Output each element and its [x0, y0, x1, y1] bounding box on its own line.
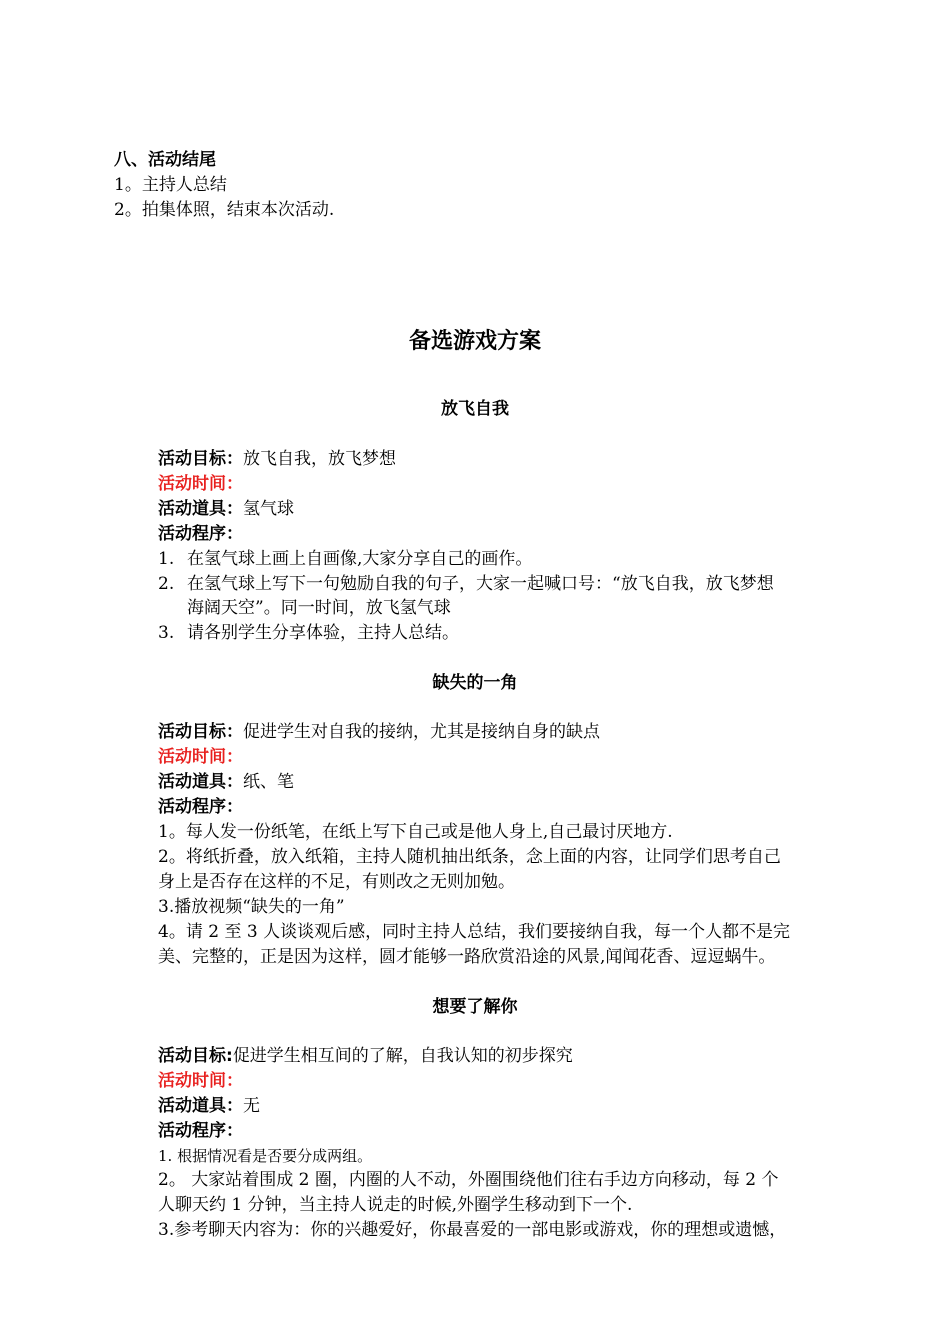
props-label: 活动道具： [158, 499, 243, 519]
step-number: 1. [158, 549, 175, 569]
step-text: 身上是否存在这样的不足，有则改之无则加勉。 [158, 872, 515, 892]
game-title: 想要了解你 [432, 997, 518, 1017]
step-text: 1。每人发一份纸笔，在纸上写下自己或是他人身上,自己最讨厌地方. [158, 822, 673, 842]
page-title: 备选游戏方案 [408, 329, 541, 354]
props-value: 氢气球 [243, 499, 294, 519]
step-text: 海阔天空”。同一时间，放飞氢气球 [187, 598, 451, 618]
step-text: 1. 根据情况看是否要分成两组。 [158, 1147, 373, 1165]
list-item: 2。拍集体照，结束本次活动. [114, 200, 335, 220]
game-title: 放飞自我 [441, 399, 509, 419]
goal-label: 活动目标： [158, 449, 243, 469]
game-title: 缺失的一角 [432, 673, 518, 693]
step-text: 在氢气球上写下一句勉励自我的句子，大家一起喊口号：“放飞自我，放飞梦想 [187, 574, 774, 594]
section-heading: 八、活动结尾 [114, 150, 216, 170]
goal-row [158, 720, 600, 744]
step-text: 在氢气球上画上自画像,大家分享自己的画作。 [187, 549, 533, 569]
props-row [158, 770, 294, 794]
time-label: 活动时间： [158, 747, 243, 767]
step-text: 3.参考聊天内容为：你的兴趣爱好，你最喜爱的一部电影或游戏，你的理想或遗憾， [158, 1220, 787, 1240]
goal-value: 放飞自我，放飞梦想 [243, 449, 396, 469]
steps-label: 活动程序： [158, 524, 243, 544]
time-label: 活动时间： [158, 1071, 243, 1091]
steps-label: 活动程序： [158, 797, 243, 817]
props-label: 活动道具： [158, 1096, 243, 1116]
goal-label: 活动目标: [158, 1046, 233, 1066]
step-text: 3.播放视频“缺失的一角” [158, 897, 345, 917]
step-text: 人聊天约 1 分钟，当主持人说走的时候,外圈学生移动到下一个. [158, 1195, 633, 1215]
step-text: 4。请 2 至 3 人谈谈观后感，同时主持人总结，我们要接纳自我，每一个人都不是完 [158, 922, 791, 942]
props-row [158, 497, 294, 521]
list-item: 1。主持人总结 [114, 175, 227, 195]
goal-value: 促进学生对自我的接纳，尤其是接纳自身的缺点 [243, 722, 600, 742]
time-label: 活动时间： [158, 474, 243, 494]
props-row [158, 1094, 260, 1118]
step-text: 美、完整的，正是因为这样，圆才能够一路欣赏沿途的风景,闻闻花香、逗逗蜗牛。 [158, 947, 776, 967]
step-number: 3. [158, 623, 175, 643]
step-text: 请各别学生分享体验，主持人总结。 [187, 623, 459, 643]
steps-label: 活动程序： [158, 1121, 243, 1141]
goal-row [158, 1044, 573, 1068]
goal-label: 活动目标： [158, 722, 243, 742]
goal-row [158, 447, 396, 471]
props-value: 无 [243, 1096, 260, 1116]
props-label: 活动道具： [158, 772, 243, 792]
step-number: 2. [158, 574, 175, 594]
step-text: 2。将纸折叠，放入纸箱，主持人随机抽出纸条，念上面的内容，让同学们思考自己 [158, 847, 781, 867]
props-value: 纸、笔 [243, 772, 294, 792]
goal-value: 促进学生相互间的了解，自我认知的初步探究 [232, 1046, 573, 1066]
step-text: 2。 大家站着围成 2 圈，内圈的人不动，外圈围绕他们往右手边方向移动，每 2 个 [158, 1170, 779, 1190]
